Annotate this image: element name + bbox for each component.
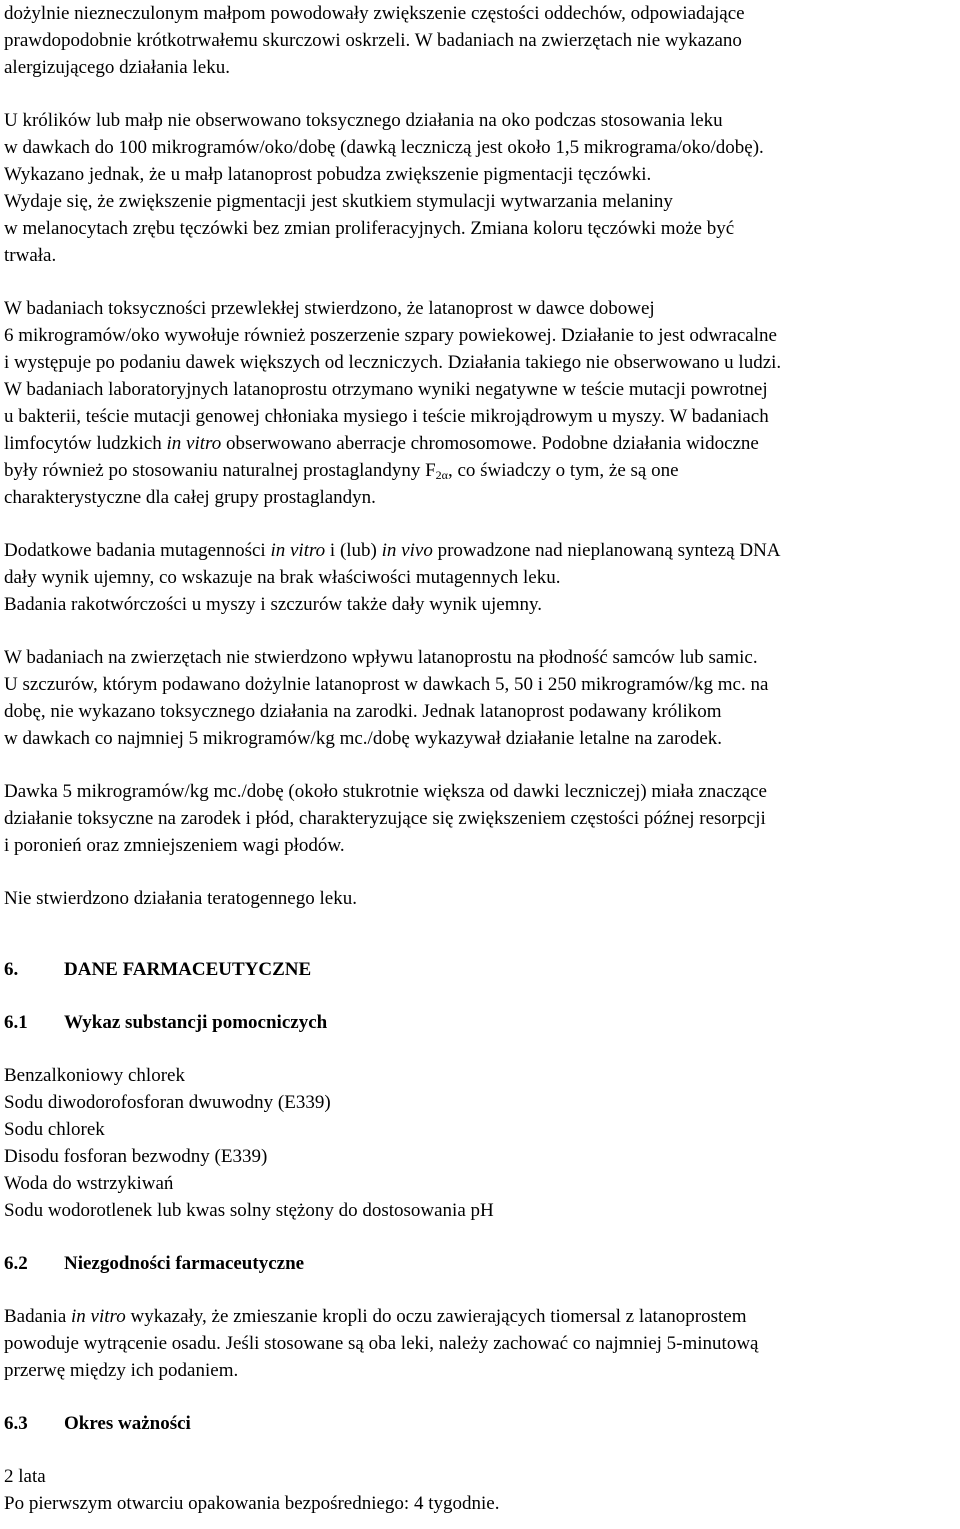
list-item: Disodu fosforan bezwodny (E339)	[4, 1146, 268, 1167]
text-line	[4, 457, 956, 484]
text-line: W badaniach toksyczności przewlekłej stwierdzono, że latanoprost w dawce dobowej	[4, 298, 655, 319]
list-item: Sodu chlorek	[4, 1119, 105, 1140]
text-line: Dawka 5 mikrogramów/kg mc./dobę (około stukrotnie większa od dawki leczniczej) miała znaczące	[4, 781, 767, 802]
text-line: dożylnie niezneczulonym małpom powodowały zwiększenie częstości oddechów, odpowiadające	[4, 3, 745, 24]
list-item: Benzalkoniowy chlorek	[4, 1065, 185, 1086]
text-line: Badania rakotwórczości u myszy i szczurów także dały wynik ujemny.	[4, 594, 542, 615]
text-line: W badaniach laboratoryjnych latanoprostu otrzymano wyniki negatywne w teście mutacji powrotnej	[4, 379, 768, 400]
section-title: Okres ważności	[64, 1413, 191, 1434]
text-line: alergizującego działania leku.	[4, 57, 230, 78]
text-line	[4, 537, 956, 564]
text-line: i poronień oraz zmniejszeniem wagi płodów.	[4, 835, 345, 856]
paragraph-respiratory	[4, 0, 956, 81]
text-run: były również po stosowaniu naturalnej prostaglandyny F	[4, 460, 436, 481]
section-heading-6-2	[4, 1250, 956, 1277]
text-line: i występuje po podaniu dawek większych od leczniczych. Działania takiego nie obserwowano u ludzi.	[4, 352, 782, 373]
excipients-list	[4, 1062, 956, 1224]
paragraph-mutagenicity	[4, 537, 956, 618]
section-title: Wykaz substancji pomocniczych	[64, 1012, 328, 1033]
paragraph-teratogenicity	[4, 885, 956, 912]
text-line: u bakterii, teście mutacji genowej chłoniaka mysiego i teście mikrojądrowym u myszy. W badaniach	[4, 406, 769, 427]
list-item: Woda do wstrzykiwań	[4, 1173, 174, 1194]
section-heading-6-1	[4, 1009, 956, 1036]
text-run: wykazały, że zmieszanie kropli do oczu zawierających tiomersal z latanoprostem	[125, 1306, 747, 1327]
text-line	[4, 1303, 956, 1330]
text-line: Nie stwierdzono działania teratogennego leku.	[4, 888, 357, 909]
text-line: przerwę między ich podaniem.	[4, 1360, 239, 1381]
paragraph-incompatibilities	[4, 1303, 956, 1384]
text-run: prowadzone nad nieplanowaną syntezą DNA	[432, 540, 781, 561]
text-line: w melanocytach zrębu tęczówki bez zmian proliferacyjnych. Zmiana koloru tęczówki może być	[4, 218, 735, 239]
text-line: dobę, nie wykazano toksycznego działania na zarodki. Jednak latanoprost podawany królikom	[4, 701, 722, 722]
section-heading-6-3	[4, 1410, 956, 1437]
paragraph-fertility	[4, 644, 956, 752]
text-run: limfocytów ludzkich	[4, 433, 167, 454]
document-page	[4, 0, 956, 1517]
italic-term: in vitro	[71, 1306, 126, 1327]
italic-term: in vivo	[381, 540, 433, 561]
text-line: W badaniach na zwierzętach nie stwierdzono wpływu latanoprostu na płodność samców lub samic.	[4, 647, 758, 668]
paragraph-embryotoxicity	[4, 778, 956, 859]
text-line: w dawkach co najmniej 5 mikrogramów/kg mc./dobę wykazywał działanie letalne na zarodek.	[4, 728, 723, 749]
paragraph-shelf-life	[4, 1463, 956, 1517]
subscript: 2α	[435, 468, 448, 482]
text-line: działanie toksyczne na zarodek i płód, charakteryzujące się zwiększeniem częstości późnej resorpcji	[4, 808, 766, 829]
list-item: Sodu wodorotlenek lub kwas solny stężony do dostosowania pH	[4, 1200, 494, 1221]
italic-term: in vitro	[270, 540, 326, 561]
italic-term: in vitro	[166, 433, 222, 454]
text-run: Dodatkowe badania mutagenności	[4, 540, 271, 561]
section-heading-6	[4, 956, 956, 983]
section-number: 6.1	[4, 1012, 28, 1033]
paragraph-eye-toxicity	[4, 107, 956, 269]
text-line: 6 mikrogramów/oko wywołuje również poszerzenie szpary powiekowej. Działanie to jest odwracalne	[4, 325, 777, 346]
text-line: Wykazano jednak, że u małp latanoprost pobudza zwiększenie pigmentacji tęczówki.	[4, 164, 652, 185]
section-number: 6.	[4, 959, 19, 980]
text-line: dały wynik ujemny, co wskazuje na brak właściwości mutagennych leku.	[4, 567, 561, 588]
list-item: Sodu diwodorofosforan dwuwodny (E339)	[4, 1092, 331, 1113]
text-line: w dawkach do 100 mikrogramów/oko/dobę (dawką leczniczą jest około 1,5 mikrograma/oko/dobę).	[4, 137, 764, 158]
text-run: , co świadczy o tym, że są one	[447, 460, 679, 481]
text-line: U szczurów, którym podawano dożylnie latanoprost w dawkach 5, 50 i 250 mikrogramów/kg mc. na	[4, 674, 769, 695]
text-line: 2 lata	[4, 1466, 46, 1487]
text-line: powoduje wytrącenie osadu. Jeśli stosowane są oba leki, należy zachować co najmniej 5-minutową	[4, 1333, 759, 1354]
text-line	[4, 430, 956, 457]
section-number: 6.2	[4, 1253, 28, 1274]
text-line: U królików lub małp nie obserwowano toksycznego działania na oko podczas stosowania leku	[4, 110, 723, 131]
text-line: Wydaje się, że zwiększenie pigmentacji jest skutkiem stymulacji wytwarzania melaniny	[4, 191, 673, 212]
text-line: prawdopodobnie krótkotrwałemu skurczowi oskrzeli. W badaniach na zwierzętach nie wykazano	[4, 30, 742, 51]
text-run: obserwowano aberracje chromosomowe. Podobne działania widoczne	[221, 433, 759, 454]
section-title: Niezgodności farmaceutyczne	[64, 1253, 305, 1274]
section-title: DANE FARMACEUTYCZNE	[64, 959, 312, 980]
paragraph-chronic-toxicity	[4, 295, 956, 511]
text-line: charakterystyczne dla całej grupy prostaglandyn.	[4, 487, 376, 508]
text-line: trwała.	[4, 245, 57, 266]
text-run: i (lub)	[325, 540, 382, 561]
text-line: Po pierwszym otwarciu opakowania bezpośredniego: 4 tygodnie.	[4, 1493, 500, 1514]
section-number: 6.3	[4, 1413, 28, 1434]
text-run: Badania	[4, 1306, 72, 1327]
